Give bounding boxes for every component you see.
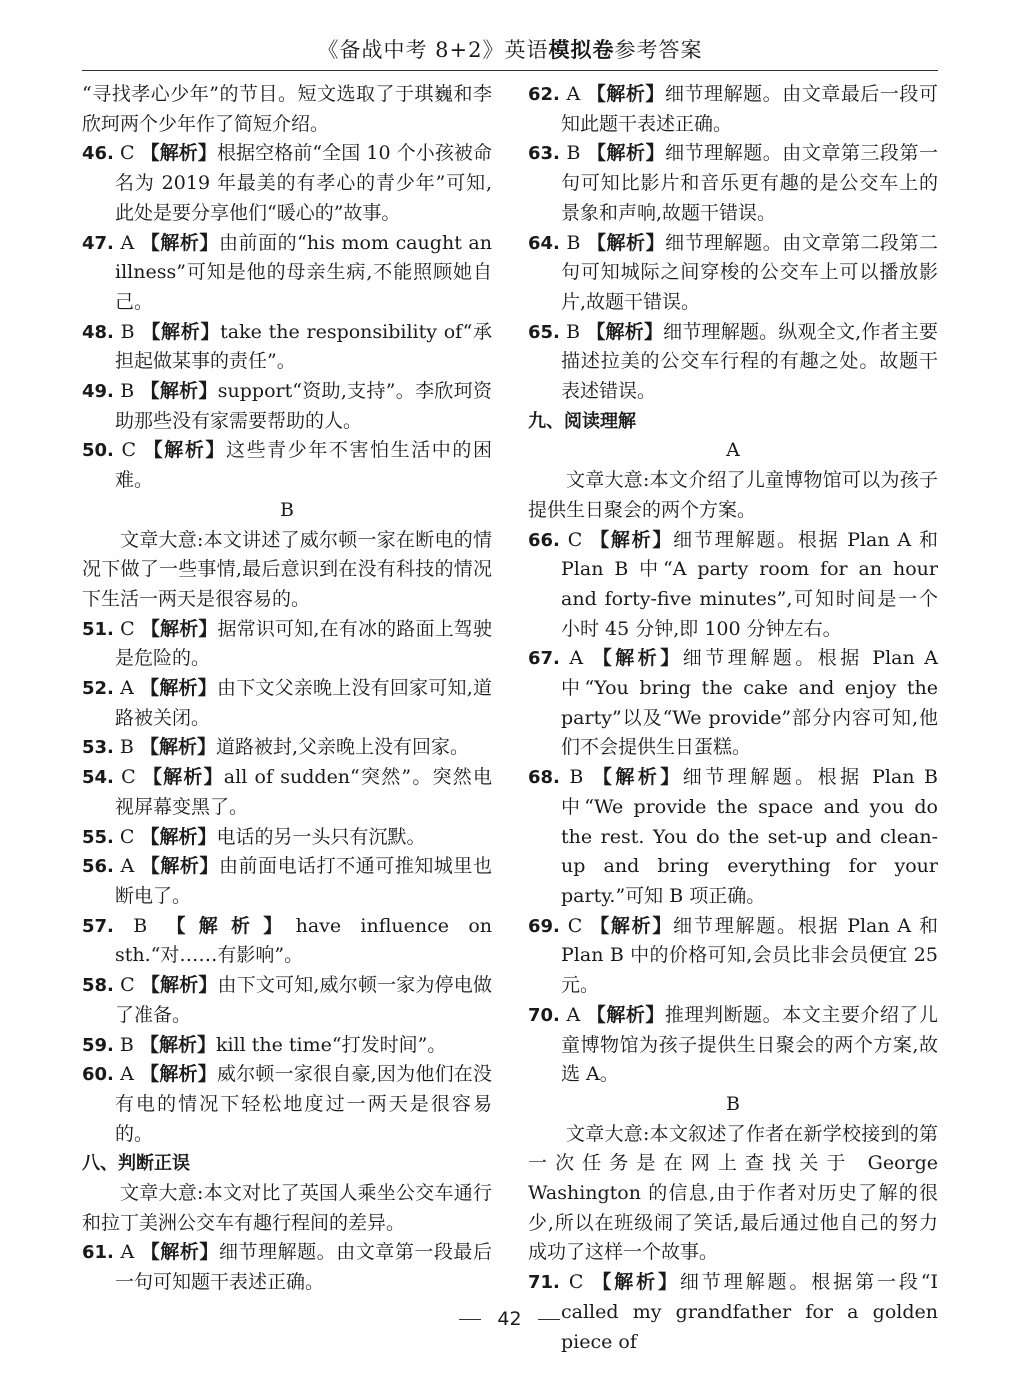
explanation-text: 由下文父亲晚上没有回家可知,道路被关闭。 [115, 677, 492, 729]
answer-item [82, 823, 492, 853]
analysis-label: 【解析】 [587, 231, 666, 254]
question-number: 64. [528, 232, 560, 254]
answer-item [528, 139, 938, 228]
passage-summary: 文章大意:本文叙述了作者在新学校接到的第一次任务是在网上查找关于 George Washington 的信息,由于作者对历史了解的很少,所以在班级闹了笑话,最后通过他自己的努力成功了这样一个故事。 [528, 1122, 938, 1264]
passage-label: B [280, 498, 294, 521]
explanation-text: 细节理解题。根据 Plan A 和 Plan B 中“A party room for an hour and forty-five minutes”,可知时间是一个小时 45 分钟,即 100 分钟左右。 [561, 528, 938, 640]
analysis-label: 【解析】 [142, 766, 224, 789]
question-number: 54. [82, 767, 114, 789]
answer-letter: A [113, 1241, 141, 1264]
passage-label: B [726, 1092, 740, 1115]
question-number: 56. [82, 856, 114, 878]
explanation-text: have influence on sth.“对……有影响”。 [115, 914, 493, 967]
left-column [82, 80, 492, 1298]
analysis-label: 【解析】 [586, 83, 665, 105]
header-rule [82, 70, 938, 71]
passage-summary: 文章大意:本文介绍了儿童博物馆可以为孩子提供生日聚会的两个方案。 [528, 469, 938, 521]
page-number: 42 [497, 1308, 522, 1330]
answer-letter: A [113, 677, 141, 700]
answer-letter: A [559, 1003, 587, 1026]
question-number: 53. [82, 737, 114, 759]
answer-letter: A [113, 231, 141, 254]
question-number: 71. [528, 1272, 560, 1294]
answer-letter: A [559, 647, 593, 670]
explanation-text: 细节理解题。根据第一段“I called my grandfather for a golden piece of [561, 1271, 938, 1353]
question-number: 67. [528, 648, 560, 670]
question-number: 65. [528, 321, 560, 343]
answer-letter: C [113, 142, 141, 165]
question-number: 47. [82, 232, 114, 254]
header-post: 参考答案 [614, 38, 703, 62]
analysis-label: 【解析】 [140, 974, 218, 997]
analysis-label: 【解析】 [139, 736, 216, 759]
explanation-text: 由前面电话打不通可推知城里也断电了。 [115, 855, 492, 907]
explanation-text: 细节理解题。纵观全文,作者主要描述拉美的公交车行程的有趣之处。故题干表述错误。 [561, 320, 938, 403]
answer-item [82, 318, 492, 377]
answer-item [82, 733, 492, 763]
analysis-label: 【解析】 [586, 1003, 665, 1026]
analysis-label: 【解析】 [139, 1033, 216, 1056]
analysis-label: 【解析】 [140, 142, 217, 165]
answer-letter: B [113, 320, 142, 343]
answer-letter: C [113, 617, 141, 640]
paragraph: “寻找孝心少年”的节目。短文选取了于琪巍和李欣珂两个少年作了简短介绍。 [82, 83, 492, 135]
answer-letter: C [113, 974, 141, 997]
explanation-text: 细节理解题。由文章第一段最后一句可知题干表述正确。 [115, 1241, 492, 1294]
question-number: 62. [528, 84, 560, 105]
question-number: 66. [528, 529, 560, 551]
question-number: 61. [82, 1242, 114, 1264]
analysis-label: 【解析】 [140, 825, 217, 848]
answer-letter: B [113, 736, 140, 759]
explanation-text: 推理判断题。本文主要介绍了儿童博物馆为孩子提供生日聚会的两个方案,故选 A。 [561, 1003, 938, 1086]
page-header [82, 34, 938, 66]
analysis-label: 【解析】 [592, 766, 683, 789]
explanation-text: 细节理解题。由文章第二段第二句可知城际之间穿梭的公交车上可以播放影片,故题干错误。 [561, 231, 938, 313]
answer-letter: B [113, 1033, 140, 1056]
explanation-text: take the responsibility of“承担起做某事的责任”。 [115, 320, 492, 373]
passage-label: A [726, 439, 740, 462]
question-number: 58. [82, 975, 114, 997]
answer-item [82, 852, 492, 911]
explanation-text: 细节理解题。由文章最后一段可知此题干表述正确。 [561, 83, 938, 135]
answer-item [82, 139, 492, 228]
explanation-text: 细节理解题。由文章第三段第一句可知比影片和音乐更有趣的是公交车上的景象和声响,故题干错误。 [561, 142, 938, 224]
answer-item [82, 1031, 492, 1061]
answer-item [82, 1238, 492, 1297]
explanation-text: 由前面的“his mom caught an illness”可知是他的母亲生病,不能照顾她自己。 [115, 231, 492, 313]
answer-letter: A [113, 855, 141, 878]
answer-item [528, 763, 938, 912]
explanation-text: 细节理解题。根据 Plan A 和 Plan B 中的价格可知,会员比非会员便宜 25 元。 [561, 914, 938, 997]
analysis-label: 【解析】 [166, 914, 296, 937]
explanation-text: 细节理解题。根据 Plan B 中“We provide the space and you do the rest. You do the set-up and clean-up and bring everything for your party.”可知 B 项正确。 [561, 766, 939, 907]
analysis-label: 【解析】 [592, 1271, 680, 1294]
answer-letter: C [559, 1271, 593, 1294]
answer-item [82, 377, 492, 436]
analysis-label: 【解析】 [140, 1063, 217, 1086]
question-number: 49. [82, 381, 114, 403]
answer-item [82, 674, 492, 733]
explanation-text: kill the time“打发时间”。 [215, 1033, 447, 1056]
question-number: 55. [82, 826, 114, 848]
right-column [528, 80, 938, 1357]
question-number: 70. [528, 1004, 560, 1026]
answer-item [528, 229, 938, 318]
answer-item [528, 644, 938, 763]
answer-letter: B [559, 320, 587, 343]
footer-dash-right [538, 1319, 560, 1320]
analysis-label: 【解析】 [590, 914, 674, 937]
explanation-text: 道路被封,父亲晚上没有回家。 [215, 736, 469, 759]
analysis-label: 【解析】 [592, 647, 683, 670]
question-number: 50. [82, 440, 114, 462]
explanation-text: 据常识可知,在有冰的路面上驾驶是危险的。 [115, 617, 492, 670]
answer-letter: C [113, 439, 144, 462]
answer-letter: B [559, 766, 593, 789]
answer-letter: B [113, 380, 141, 403]
analysis-label: 【解析】 [140, 1241, 219, 1264]
analysis-label: 【解析】 [140, 855, 219, 878]
question-number: 68. [528, 767, 560, 789]
analysis-label: 【解析】 [140, 677, 217, 700]
question-number: 51. [82, 618, 114, 640]
explanation-text: 由下文可知,威尔顿一家为停电做了准备。 [115, 974, 492, 1026]
header-bold: 模拟卷 [548, 37, 615, 62]
explanation-text: all of sudden“突然”。突然电视屏幕变黑了。 [115, 766, 492, 818]
section-heading: 九、阅读理解 [528, 410, 636, 432]
answer-letter: B [113, 914, 167, 937]
answer-letter: C [113, 825, 141, 848]
question-number: 48. [82, 321, 114, 343]
answer-letter: C [113, 766, 143, 789]
explanation-text: 威尔顿一家很自豪,因为他们在没有电的情况下轻松地度过一两天是很容易的。 [115, 1063, 492, 1145]
analysis-label: 【解析】 [140, 617, 218, 640]
answer-item [82, 229, 492, 318]
header-pre: 《备战中考 8+2》英语 [317, 38, 549, 62]
question-number: 60. [82, 1064, 114, 1086]
answer-item [82, 615, 492, 674]
analysis-label: 【解析】 [140, 231, 219, 254]
answer-item [528, 1001, 938, 1090]
answer-letter: A [113, 1063, 141, 1086]
analysis-label: 【解析】 [590, 528, 674, 551]
explanation-text: 细节理解题。根据 Plan A 中“You bring the cake and enjoy the party”以及“We provide”部分内容可知,他们不会提供生日蛋糕。 [561, 647, 938, 759]
answer-letter: B [559, 142, 587, 165]
analysis-label: 【解析】 [587, 142, 666, 165]
answer-item [82, 436, 492, 495]
question-number: 59. [82, 1034, 114, 1056]
question-number: 46. [82, 143, 114, 165]
passage-summary: 文章大意:本文对比了英国人乘坐公交车通行和拉丁美洲公交车有趣行程间的差异。 [82, 1182, 492, 1234]
footer-dash-left [459, 1319, 481, 1320]
answer-item [82, 971, 492, 1030]
question-number: 69. [528, 915, 560, 937]
analysis-label: 【解析】 [141, 320, 221, 343]
question-number: 63. [528, 143, 560, 165]
page-footer [0, 1308, 1019, 1330]
analysis-label: 【解析】 [586, 320, 664, 343]
answer-item [82, 1060, 492, 1149]
answer-item [528, 912, 938, 1001]
answer-item [528, 318, 938, 407]
question-number: 52. [82, 678, 114, 700]
section-heading: 八、判断正误 [82, 1153, 190, 1175]
answer-letter: C [559, 528, 591, 551]
explanation-text: 根据空格前“全国 10 个小孩被命名为 2019 年最美的有孝心的青少年”可知,此处是要分享他们“暖心的”故事。 [115, 142, 492, 224]
answer-item [82, 912, 492, 971]
answer-letter: C [559, 914, 591, 937]
answer-item [528, 80, 938, 139]
question-number: 57. [82, 915, 114, 937]
analysis-label: 【解析】 [143, 439, 226, 462]
answer-item [528, 526, 938, 645]
answer-item [82, 763, 492, 822]
answer-letter: B [559, 231, 587, 254]
explanation-text: support“资助,支持”。李欣珂资助那些没有家需要帮助的人。 [115, 380, 492, 432]
passage-summary: 文章大意:本文讲述了威尔顿一家在断电的情况下做了一些事情,最后意识到在没有科技的情况下生活一两天是很容易的。 [82, 528, 492, 610]
analysis-label: 【解析】 [140, 380, 218, 403]
explanation-text: 电话的另一头只有沉默。 [216, 825, 426, 848]
explanation-text: 这些青少年不害怕生活中的困难。 [115, 439, 492, 492]
answer-letter: A [559, 83, 587, 105]
